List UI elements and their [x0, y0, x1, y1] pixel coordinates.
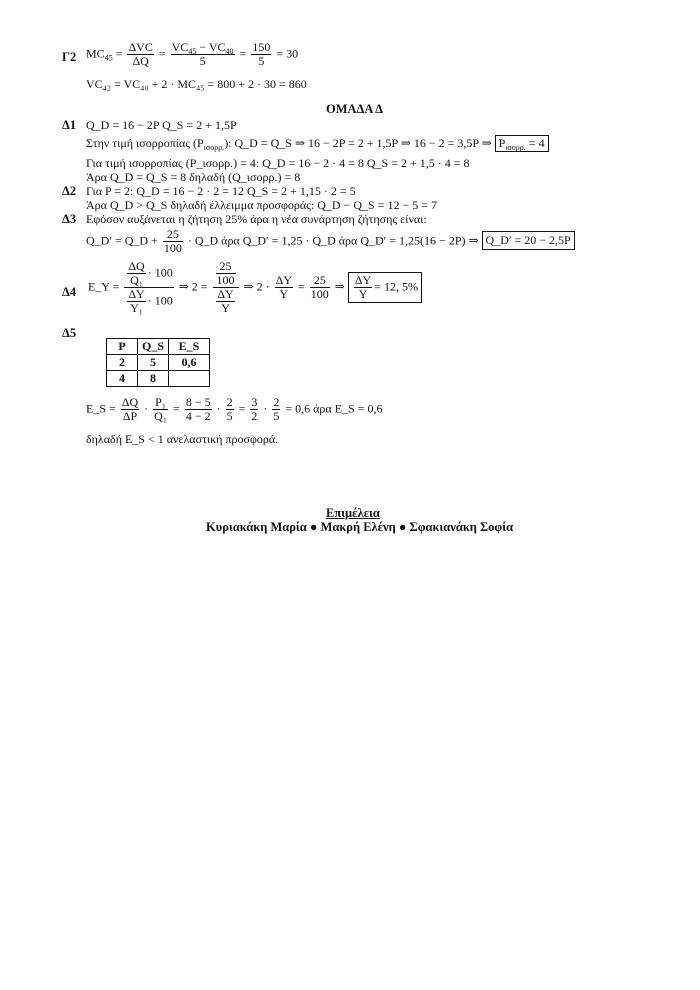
header-p: P: [107, 339, 138, 355]
label-g2: Γ2: [62, 50, 77, 64]
header-es: E_S: [169, 339, 210, 355]
d1-boxed-result: $P_{\iota\sigma o\rho\rho.} = 4$: [495, 135, 549, 152]
label-d3: Δ3: [62, 212, 77, 226]
d2-line1: Για P = 2: Q_D = 16 − 2 · 2 = 12 Q_S = 2 + 1,15 · 2 = 5: [86, 184, 356, 198]
label-d4: Δ4: [62, 285, 77, 299]
d1-line1: Q_D = 16 − 2P Q_S = 2 + 1,5P: [86, 118, 237, 132]
footer-authors: Κυριακάκη Μαρία ● Μακρή Ελένη ● Σφακιανάκη Σοφία: [206, 520, 514, 534]
d1-line2: Στην τιμή ισορροπίας $(P_{\iota\sigma o\rho\rho.})$: Q_D = Q_S ⇒ 16 − 2P = 2 + 1,5P ⇒ 16 − 2 = 3,5P ⇒ $P_{\iota\sigma o\rho\rho.} = 4$: [86, 135, 549, 152]
header-qs: Q_S: [138, 339, 169, 355]
d4-equation: E_Y = $\frac{\Delta Q}{\text{Q₁}}$ · 100 $\frac{\Delta Y}{\text{Y₁}}$ · 100 ⇒ 2 = $\frac{\frac{25}{100}}{\frac{\Delta Y}{Y}}$ ⇒ 2 · $\frac{\Delta Y}{Y}$ = $\frac{25}{100}$ ⇒ $\frac{\Delta Y}{Y}$ = 12, 5%: [88, 260, 422, 315]
d1-line3: Για τιμή ισορροπίας (P_ισορρ.) = 4: Q_D = 16 − 2 · 4 = 8 Q_S = 2 + 1,5 · 4 = 8: [86, 156, 470, 170]
table-row: 2 5 0,6: [107, 355, 210, 371]
table-header-row: [107, 339, 210, 355]
elasticity-table: [106, 338, 210, 387]
table-row: 4 8: [107, 371, 210, 387]
footer-title: Επιμέλεια: [326, 506, 380, 520]
label-d2: Δ2: [62, 184, 77, 198]
label-d1: Δ1: [62, 118, 77, 132]
d5-conclusion: δηλαδή E_S < 1 ανελαστική προσφορά.: [86, 432, 279, 446]
d5-table-wrap: [106, 338, 210, 387]
d1-line4: Άρα Q_D = Q_S = 8 δηλαδή (Q_ισορρ.) = 8: [86, 170, 301, 184]
d3-boxed-result: Q_D′ = 20 − 2,5P: [482, 231, 575, 250]
d5-equation: E_S = $\frac{\Delta Q}{\Delta P}$ · $\frac{\text{P₁}}{\text{Q₁}}$ = $\frac{8 - 5}{4 - 2}$ · $\frac{2}{5}$ = $\frac{3}{2}$ · $\frac{2}{5}$ = 0,6 άρα E_S = 0,6: [86, 395, 383, 423]
d3-equation: Q_D′ = Q_D + $\frac{25}{100}$ · Q_D άρα Q_D′ = 1,25 · Q_D άρα Q_D′ = 1,25(16 − 2P) ⇒ Q_D′ = 20 − 2,5P: [86, 228, 575, 255]
d4-boxed-result: $\frac{\Delta Y}{Y}$ = 12, 5%: [348, 272, 422, 303]
g2-equation: $MC_{45}$ = $\frac{\text{ΔVC}}{\Delta Q}$ = $\frac{VC_{45} - VC_{40}}{5}$ = $\frac{150}{5}$ = 30: [86, 40, 299, 68]
d2-line2: Άρα Q_D > Q_S δηλαδή έλλειμμα προσφοράς: Q_D − Q_S = 12 − 5 = 7: [86, 198, 437, 212]
section-title: ΟΜΑΔΑ Δ: [326, 102, 383, 116]
label-d5: Δ5: [62, 326, 77, 340]
d3-line1: Εφόσον αυξάνεται η ζήτηση 25% άρα η νέα συνάρτηση ζήτησης είναι:: [86, 212, 427, 226]
g2-line2: VC₄₂ = VC₄₀ + 2 · MC₄₅ = 800 + 2 · 30 = 860: [86, 77, 307, 91]
